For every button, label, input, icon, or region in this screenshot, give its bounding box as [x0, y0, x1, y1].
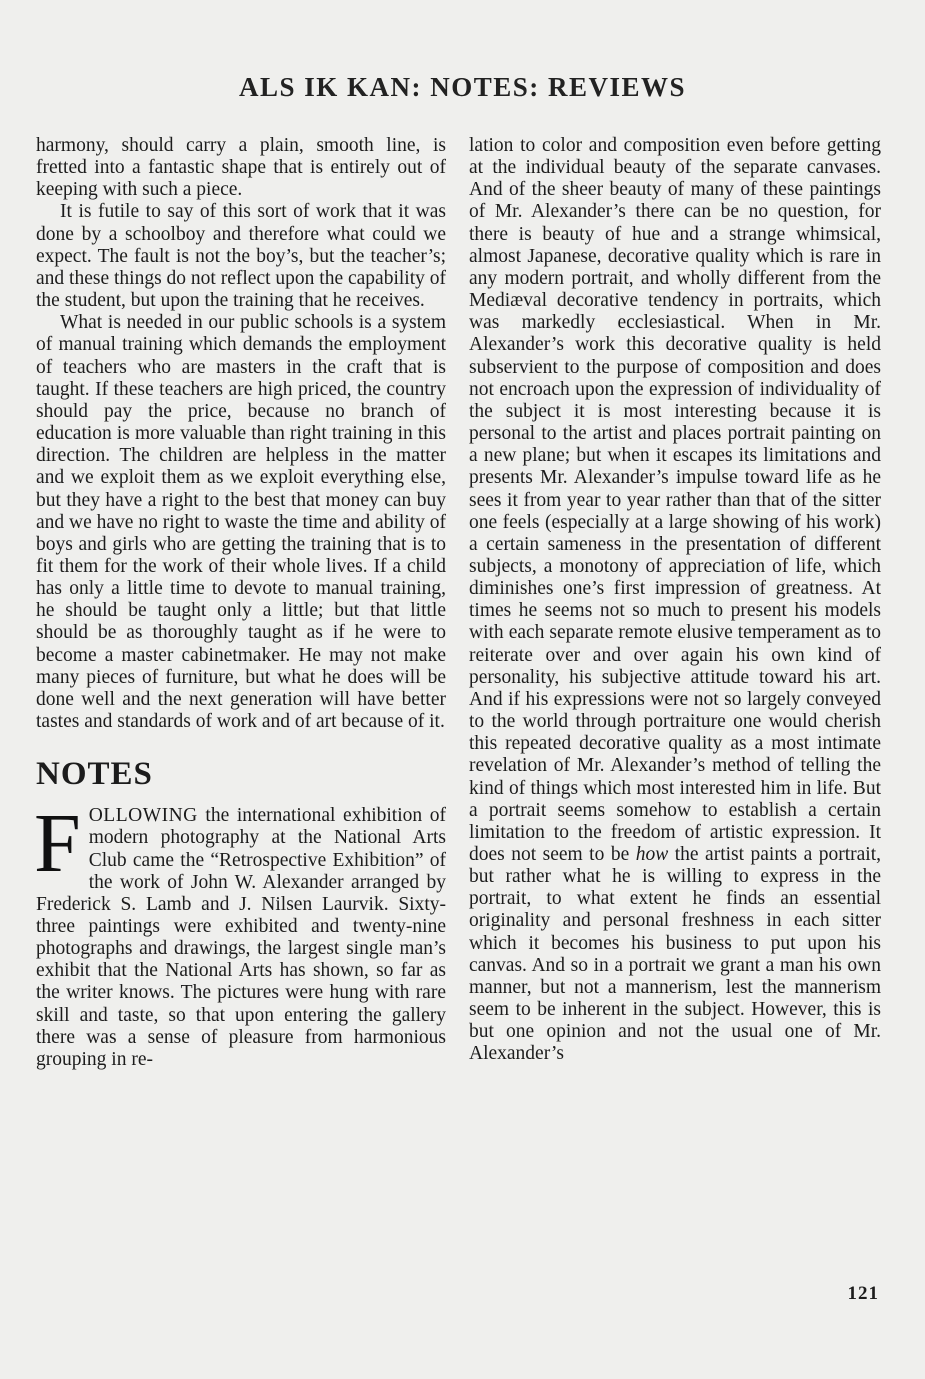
running-header: ALS IK KAN: NOTES: REVIEWS — [238, 72, 687, 102]
small-caps-lead: OLLOWING — [88, 805, 198, 827]
section-heading-notes: NOTES — [36, 756, 153, 793]
drop-cap-letter: F — [34, 797, 81, 891]
review-text-part-2: the artist paints a portrait, but rather what he is willing to express in the portrait, to what extent he finds an essential originality and personal freshness in each sitter which it becomes his business to put upon his canvas. And so in a portrait we grant a man his own manner, but not a mannerism, lest the mannerism seem to be inherent in the subject. However, this is but one opinion and not the usual one of Mr. Alexander’s — [469, 844, 881, 1065]
notes-paragraph-text: the international exhibition of modern photography at the National Arts Club came the “Retrospective Exhibition” of the work of John W. Alexander arranged by Frederick S. Lamb and J. Nilsen Laurvik. Sixty-three paintings were exhibited and twenty-nine photographs and drawings, the largest single man’s exhibit that the National Arts has shown, so far as the writer knows. The pictures were hung with rare skill and taste, so that upon entering the gallery there was a sense of pleasure from harmonious grouping in re- — [36, 805, 446, 1070]
review-text-part-1: lation to color and composition even before getting at the individual beauty of the separate canvases. And of the sheer beauty of many of these paintings of Mr. Alexander’s there can be no question, for there is beauty of hue and a strange whimsical, almost Japanese, decorative quality which is rare in any modern portrait, and wholly different from the Mediæval decorative tendency in portraits, which was markedly ecclesiastical. When in Mr. Alexander’s work this decorative quality is held subservient to the purpose of composition and does not encroach upon the expression of individuality of the subject it is most interesting because it is personal to the artist and places portrait painting on a new plane; but when it escapes its limitations and presents Mr. Alexander’s impulse toward life as he sees it from year to year rather than that of the sitter one feels (especially at a large showing of his work) a certain sameness in the presentation of different subjects, a monotony of appreciation of life, which diminishes one’s first impression of greatness. At times he seems not so much to present his models with each separate remote elusive temperament as to reiterate over and over again his own kind of personality, his subjective attitude toward his art. And if his expressions were not so largely conveyed to the world through portraiture one would cherish this repeated decorative quality as a most intimate revelation of Mr. Alexander’s method of telling the kind of things which most interested him in life. But a portrait seems somehow to establish a certain limitation to the freedom of artistic expression. It does not seem to be — [469, 135, 881, 865]
paragraph-notes-intro — [34, 797, 446, 1071]
paragraph-futile: It is futile to say of this sort of work that it was done by a schoolboy and therefore what could we expect. The fault is not the boy’s, but the teacher’s; and these things do not reflect upon the capability of the student, but upon the training that he receives. — [36, 201, 446, 312]
page-number: 121 — [847, 1283, 879, 1304]
paragraph-public-schools: What is needed in our public schools is a system of manual training which demands the employment of teachers who are masters in the craft that is taught. If these teachers are high priced, the country should pay the price, because no branch of education is more valuable than right training in this direction. The children are helpless in the matter and we exploit them as we exploit everything else, but they have a right to the best that money can buy and we have no right to waste the time and ability of boys and girls who are getting the training that is to fit them for the work of their whole lives. If a child has only a little time to devote to manual training, he should be taught only a little; but that little should be as thoroughly taught as if he were to become a master cabinetmaker. He may not make many pieces of furniture, but what he does will be done well and the next generation will have better tastes and standards of work and of art because of it. — [36, 312, 446, 733]
italic-word: how — [635, 844, 669, 865]
paragraph-alexander-review — [469, 135, 881, 1066]
paragraph-harmony: harmony, should carry a plain, smooth line, is fretted into a fantastic shape that is entirely out of keeping with such a piece. — [36, 135, 446, 201]
left-column — [36, 135, 446, 1071]
right-column — [469, 135, 881, 1066]
